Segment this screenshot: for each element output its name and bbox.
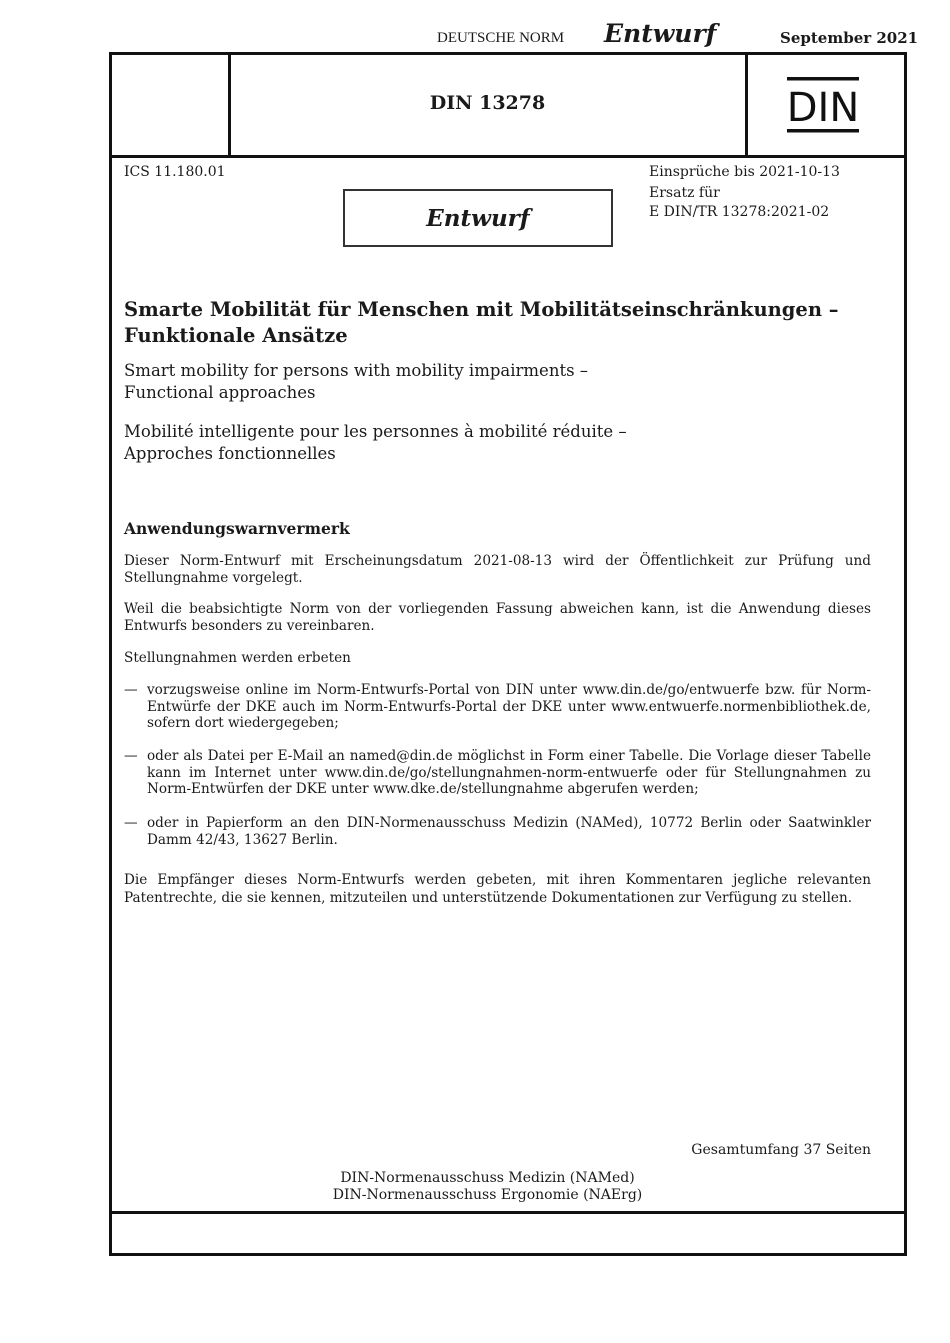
header-divider-right [745,55,748,155]
list-item-text: oder als Datei per E-Mail an named@din.de möglichst in Form einer Tabelle. Die Vorlage dieser Tabelle kann im Internet unter www.din.de/go/stellungnahmen-norm-entwuerfe oder für Stellungnahmen zu Norm-Entwürfen der DKE unter www.dke.de/stellungnahme abgerufen werden; [147,748,871,797]
warning-paragraph-3: Stellungnahmen werden erbeten [124,650,351,666]
title-english-line2: Functional approaches [124,383,316,402]
list-item [124,682,871,732]
din-logo [786,75,862,135]
objection-deadline: Einsprüche bis 2021-10-13 [649,164,840,180]
draft-box: Entwurf [343,189,613,247]
title-french-line1: Mobilité intelligente pour les personnes à mobilité réduite – [124,422,627,441]
list-item-text: vorzugsweise online im Norm-Entwurfs-Portal von DIN unter www.din.de/go/entwuerfe bzw. für Norm-Entwürfe der DKE auch im Norm-Entwurfs-Portal der DKE unter www.entwuerfe.normenbibliothek.de, sofern dort wiedergegeben; [147,682,871,731]
header-bottom-rule [112,155,904,158]
section-heading-warning: Anwendungswarnvermerk [124,519,350,538]
title-french-line2: Approches fonctionnelles [124,444,336,463]
list-item [124,748,871,798]
committee-2: DIN-Normenausschuss Ergonomie (NAErg) [332,1187,643,1203]
din-logo-graphic [786,75,862,135]
list-dash: — [124,815,138,831]
replaces-document: E DIN/TR 13278:2021-02 [649,204,830,220]
din-logo-text: DIN [786,85,860,131]
ics-code: ICS 11.180.01 [124,164,226,180]
list-dash: — [124,748,138,764]
replaces-label: Ersatz für [649,185,720,201]
footer-top-rule [112,1211,904,1214]
title-german-line1: Smarte Mobilität für Menschen mit Mobilitätseinschränkungen – [124,298,839,321]
din-number: DIN 13278 [429,92,546,114]
status-label: Entwurf [604,19,717,48]
warning-paragraph-2: Weil die beabsichtigte Norm von der vorliegenden Fassung abweichen kann, ist die Anwendung dieses Entwurfs besonders zu vereinbaren. [124,601,871,634]
title-german-line2: Funktionale Ansätze [124,324,348,347]
title-english-line1: Smart mobility for persons with mobility impairments – [124,361,589,380]
committee-1: DIN-Normenausschuss Medizin (NAMed) [340,1170,635,1186]
list-dash: — [124,682,138,698]
list-item-text: oder in Papierform an den DIN-Normenausschuss Medizin (NAMed), 10772 Berlin oder Saatwinkler Damm 42/43, 13627 Berlin. [147,815,871,848]
total-pages: Gesamtumfang 37 Seiten [691,1142,871,1158]
norm-type-label: DEUTSCHE NORM [437,30,565,46]
list-item [124,815,871,849]
warning-paragraph-1: Dieser Norm-Entwurf mit Erscheinungsdatum 2021-08-13 wird der Öffentlichkeit zur Prüfung und Stellungnahme vorgelegt. [124,553,871,586]
warning-paragraph-4: Die Empfänger dieses Norm-Entwurfs werden gebeten, mit ihren Kommentaren jegliche relevanten Patentrechte, die sie kennen, mitzuteilen und unterstützende Dokumentationen zur Verfügung zu stellen. [124,872,871,906]
publication-date: September 2021 [780,29,919,47]
